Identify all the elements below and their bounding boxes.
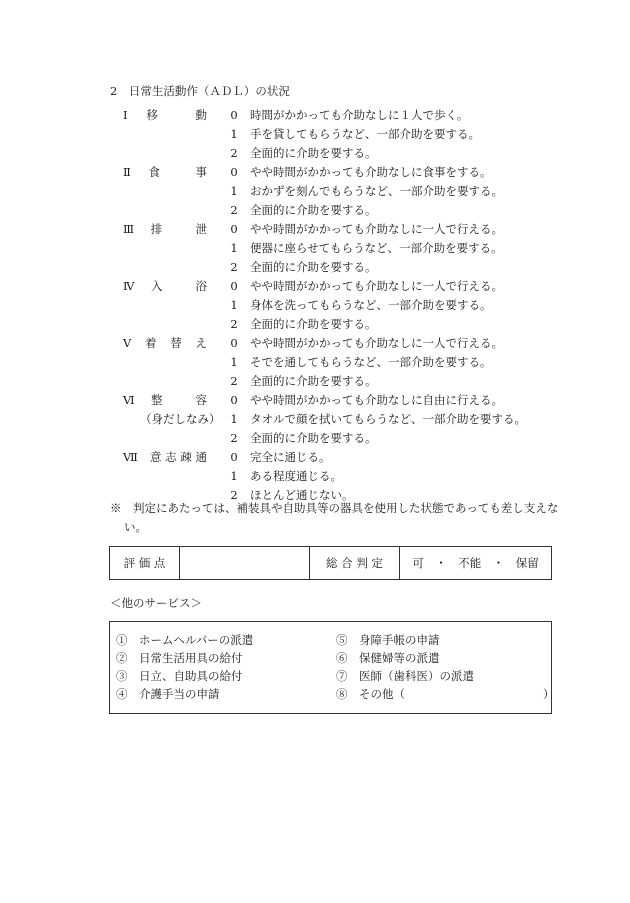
adl-option-text: やや時間がかかっても介助なしに自由に行える。 [250,393,503,407]
adl-category-part: Ⅲ [123,222,135,236]
service-item: ⑥ 保健婦等の派遣 [336,651,440,665]
adl-option-number: 1 [230,355,238,369]
adl-option-text: 全面的に介助を要する。 [250,146,377,160]
adl-category-part: え [195,336,207,350]
adl-option-number: 1 [230,469,238,483]
adl-category-part: 整 [151,393,163,407]
adl-option-text: やや時間がかかっても介助なしに食事をする。 [250,165,492,179]
service-item: ③ 日立、自助具の給付 [116,669,243,683]
adl-option-text: 全面的に介助を要する。 [250,317,377,331]
adl-category-part: Ⅰ [123,108,128,122]
section-title: 2 日常生活動作（ＡＤＬ）の状況 [110,84,290,98]
service-item: ⑦ 医師（歯科医）の派遣 [336,669,474,683]
adl-option-number: 2 [230,260,238,274]
adl-category-part: 動 [195,108,207,122]
adl-option-number: 1 [230,184,238,198]
adl-category [123,108,207,122]
adl-option-text: 全面的に介助を要する。 [250,260,377,274]
adl-option-text: やや時間がかかっても介助なしに一人で行える。 [250,279,503,293]
adl-option-text: 全面的に介助を要する。 [250,374,377,388]
score-value-field[interactable] [180,547,310,579]
adl-option-number: 1 [230,241,238,255]
adl-category-part: 容 [195,393,207,407]
service-item: ① ホームヘルパーの派遣 [116,633,254,647]
services-box [109,621,555,714]
adl-option-number: 2 [230,146,238,160]
service-item: ④ 介護手当の申請 [116,687,220,701]
adl-category-part: Ⅱ [123,165,131,179]
adl-category-part: 替 [170,336,182,350]
judgment-label: 総 合 判 定 [310,547,400,579]
adl-option-number: 0 [230,279,238,293]
adl-option-text: 時間がかかっても介助なしに１人で歩く。 [250,108,469,122]
adl-category-part: 食 [148,165,161,179]
adl-category [123,336,207,350]
adl-option-number: 2 [230,374,238,388]
adl-option-number: 1 [230,127,238,141]
adl-option-number: 2 [230,431,238,445]
score-label: 評 価 点 [110,547,180,579]
adl-option-number: 1 [230,298,238,312]
adl-category-part: Ⅳ [123,279,135,293]
evaluation-box [109,546,552,580]
adl-option-text: 全面的に介助を要する。 [250,431,377,445]
adl-option-text: 手を貸してもらうなど、一部介助を要する。 [250,127,480,141]
adl-option-text: やや時間がかかっても介助なしに一人で行える。 [250,336,503,350]
adl-category-part: 意 志 疎 通 [150,450,207,464]
adl-option-number: 0 [230,450,238,464]
service-item: ⑤ 身障手帳の申請 [336,633,440,647]
adl-category-part: Ⅶ [123,450,138,464]
adl-category-part: 事 [195,165,207,179]
adl-category [123,222,207,236]
adl-category-part: 移 [146,108,158,122]
adl-option-number: 0 [230,222,238,236]
adl-option-number: 0 [230,108,238,122]
adl-category [123,165,207,179]
adl-category-part: 入 [151,279,163,293]
adl-option-number: 1 [230,412,238,426]
adl-option-number: 0 [230,336,238,350]
adl-category-part: 排 [150,222,163,236]
note-line-1: ※ 判定にあたっては、補装具や自助具等の器具を使用した状態であっても差し支えな [110,501,559,515]
adl-option-number: 2 [230,317,238,331]
adl-option-text: ある程度通じる。 [250,469,342,483]
adl-category-part: 浴 [195,279,207,293]
adl-option-text: おかずを刻んでもらうなど、一部介助を要する。 [250,184,503,198]
adl-category-part: Ⅴ [123,336,132,350]
adl-category [123,279,207,293]
adl-category-part: 泄 [195,222,207,236]
note-line-2: い。 [124,520,147,534]
service-item: ② 日常生活用具の給付 [116,651,243,665]
adl-category [123,393,207,407]
adl-category-part: 着 [145,336,157,350]
adl-option-text: 便器に座らせてもらうなど、一部介助を要する。 [250,241,503,255]
adl-option-text: 全面的に介助を要する。 [250,203,377,217]
adl-option-text: ほとんど通じない。 [250,488,354,502]
adl-option-text: 完全に通じる。 [250,450,331,464]
service-item: ⑧ その他（ ） [336,687,555,701]
judgment-options[interactable]: 可 ・ 不能 ・ 保留 [412,556,539,570]
other-services-title: ＜他のサービス＞ [110,596,202,610]
adl-option-text: タオルで顔を拭いてもらうなど、一部介助を要する。 [250,412,526,426]
adl-option-text: 身体を洗ってもらうなど、一部介助を要する。 [250,298,492,312]
adl-option-text: やや時間がかかっても介助なしに一人で行える。 [250,222,503,236]
adl-option-number: 0 [230,393,238,407]
adl-category [123,450,207,464]
adl-category-part: Ⅵ [123,393,135,407]
adl-option-number: 2 [230,488,238,502]
adl-option-number: 0 [230,165,238,179]
adl-option-number: 2 [230,203,238,217]
adl-option-text: そでを通してもらうなど、一部介助を要する。 [250,355,492,369]
adl-subcategory: （身だしなみ） [140,412,221,426]
